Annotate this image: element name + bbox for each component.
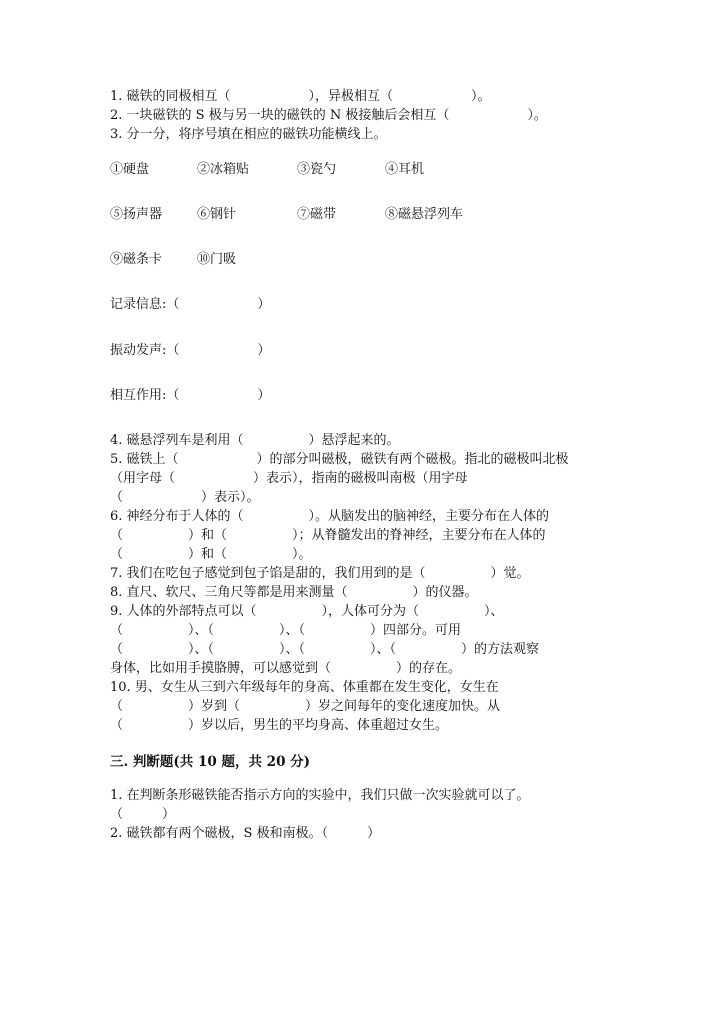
option-7: ⑦磁带 bbox=[297, 207, 337, 222]
option-9: ⑨磁条卡 bbox=[110, 252, 163, 267]
option-2: ②冰箱贴 bbox=[197, 162, 250, 177]
function-interaction: 相互作用:（ ） bbox=[110, 388, 271, 403]
question-9-2: （ ）、（ ）、（ ）四部分。可用 bbox=[110, 623, 462, 638]
question-10-3: （ ）岁以后，男生的平均身高、体重超过女生。 bbox=[110, 718, 449, 733]
option-5: ⑤扬声器 bbox=[110, 207, 163, 222]
question-10-2: （ ）岁到（ ）岁之间每年的变化速度加快。从 bbox=[110, 699, 501, 714]
question-5-3: （ ）表示）。 bbox=[110, 490, 260, 505]
section-heading-judgment: 三. 判断题(共 10 题，共 20 分) bbox=[110, 754, 311, 770]
question-6-2: （ ）和（ ）；从脊髓发出的脊神经，主要分布在人体的 bbox=[110, 528, 546, 543]
question-1-2: 2. 一块磁铁的 S 极与另一块的磁铁的 N 极接触后会相互（ ）。 bbox=[110, 108, 547, 123]
question-8: 8. 直尺、软尺、三角尺等都是用来测量（ ）的仪器。 bbox=[110, 585, 478, 600]
question-5-2: （用字母（ ）表示），指南的磁极叫南极（用字母 bbox=[110, 471, 468, 486]
option-4: ④耳机 bbox=[385, 162, 425, 177]
option-1: ①硬盘 bbox=[110, 162, 150, 177]
question-9-1: 9. 人体的外部特点可以（ ），人体可分为（ ）、 bbox=[110, 604, 504, 619]
question-10-1: 10. 男、女生从三到六年级每年的身高、体重都在发生变化，女生在 bbox=[110, 680, 499, 695]
function-record-info: 记录信息:（ ） bbox=[110, 297, 271, 312]
question-9-3: （ ）、（ ）、（ ）、（ ）的方法观察 bbox=[110, 642, 540, 657]
option-6: ⑥钢针 bbox=[197, 207, 237, 222]
question-6-1: 6. 神经分布于人体的（ ）。从脑发出的脑神经，主要分布在人体的 bbox=[110, 509, 550, 524]
judgment-1-1: 1. 在判断条形磁铁能否指示方向的实验中，我们只做一次实验就可以了。 bbox=[110, 788, 530, 803]
function-vibration-sound: 振动发声:（ ） bbox=[110, 343, 271, 358]
judgment-2: 2. 磁铁都有两个磁极，S 极和南极。（ ） bbox=[110, 826, 381, 841]
option-10: ⑩门吸 bbox=[197, 252, 237, 267]
option-3: ③瓷勺 bbox=[297, 162, 337, 177]
question-1-1: 1. 磁铁的同极相互（ ），异极相互（ ）。 bbox=[110, 89, 491, 104]
question-4: 4. 磁悬浮列车是利用（ ）悬浮起来的。 bbox=[110, 433, 400, 448]
question-1-3: 3. 分一分，将序号填在相应的磁铁功能横线上。 bbox=[110, 127, 387, 142]
option-8: ⑧磁悬浮列车 bbox=[385, 207, 464, 222]
question-9-4: 身体，比如用手摸胳膊，可以感觉到（ ）的存在。 bbox=[110, 661, 462, 676]
question-7: 7. 我们在吃包子感觉到包子馅是甜的，我们用到的是（ ）觉。 bbox=[110, 566, 530, 581]
question-6-3: （ ）和（ ）。 bbox=[110, 547, 312, 562]
judgment-1-2: （ ） bbox=[110, 807, 176, 822]
question-5-1: 5. 磁铁上（ ）的部分叫磁极，磁铁有两个磁极。指北的磁极叫北极 bbox=[110, 452, 569, 467]
